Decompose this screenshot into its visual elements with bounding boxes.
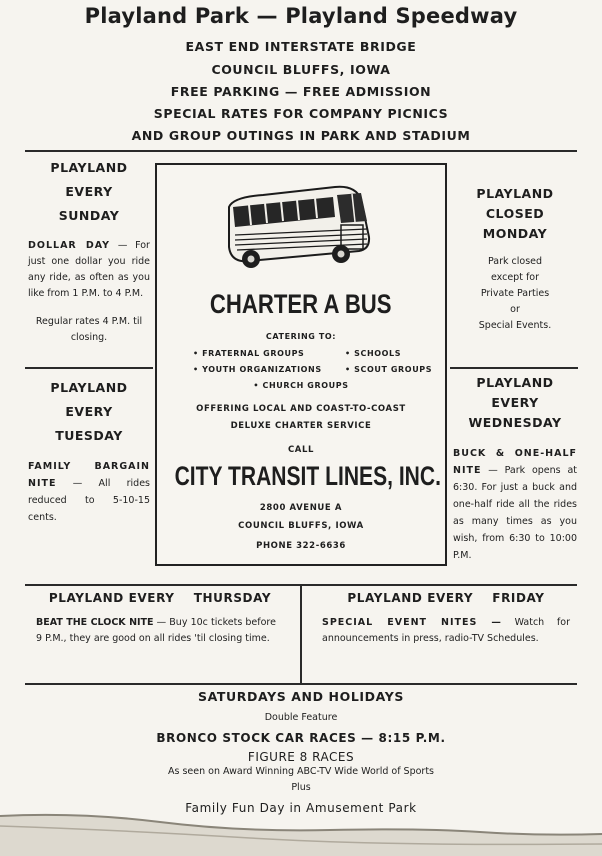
monday-body-4: or (510, 304, 520, 315)
charter-bus-ad (155, 163, 447, 566)
monday-body-5: Special Events. (478, 320, 552, 331)
monday-body-1: Park closed (487, 256, 543, 267)
thursday-panel (36, 591, 276, 647)
weekend-races: BRONCO STOCK CAR RACES — 8:15 P.M. (156, 731, 446, 745)
ad-offer-2: DELUXE CHARTER SERVICE (230, 421, 372, 431)
friday-lead: SPECIAL EVENT NITES — (322, 617, 502, 628)
wednesday-title-2: WEDNESDAY (468, 415, 562, 430)
tuesday-description (28, 458, 150, 526)
wednesday-lead: BUCK & ONE-HALF NITE (453, 448, 577, 476)
thursday-lead: BEAT THE CLOCK NITE (36, 617, 154, 628)
header-line-4: SPECIAL RATES FOR COMPANY PICNICS (153, 106, 449, 121)
weekend-figure8: FIGURE 8 RACES (247, 750, 355, 764)
sunday-note: Regular rates 4 P.M. til closing. (35, 316, 143, 343)
ad-offer-1: OFFERING LOCAL AND COAST-TO-COAST (196, 404, 406, 414)
ad-group-schools: • SCHOOLS (345, 349, 402, 358)
weekend-title: SATURDAYS AND HOLIDAYS (198, 689, 404, 704)
wednesday-title-1: PLAYLAND EVERY (476, 375, 554, 410)
friday-panel (322, 591, 570, 647)
ad-catering: CATERING TO: (265, 332, 337, 341)
thursday-body: — Buy 10c tickets before 9 P.M., they are good on all rides 'til closing time. (36, 617, 276, 644)
ad-group-youth: • YOUTH ORGANIZATIONS (193, 365, 322, 374)
weekend-feature: Double Feature (264, 712, 338, 723)
ad-headline: CHARTER A BUS (210, 289, 392, 319)
weekend-funday: Family Fun Day in Amusement Park (185, 801, 417, 815)
sunday-panel (28, 156, 150, 346)
sunday-body: — For just one dollar you ride any ride, as often as you like from 1 P.M. to 4 P.M. (28, 240, 150, 299)
thursday-description (36, 615, 276, 647)
ad-company-wrap (137, 461, 465, 492)
page-title: Playland Park — Playland Speedway (84, 4, 518, 28)
weekend-plus: Plus (291, 782, 311, 793)
header-divider (25, 150, 577, 152)
ad-group-fraternal: • FRATERNAL GROUPS (193, 349, 305, 358)
torn-edge (0, 808, 602, 856)
wednesday-panel (453, 373, 577, 564)
header-line-3: FREE PARKING — FREE ADMISSION (170, 84, 432, 99)
left-divider (25, 367, 153, 369)
monday-title-1: PLAYLAND (476, 186, 554, 201)
sunday-lead: DOLLAR DAY (28, 240, 111, 251)
weekend-seen: As seen on Award Winning ABC-TV Wide World of Sports (167, 766, 435, 777)
ad-address-2: COUNCIL BLUFFS, IOWA (238, 521, 364, 531)
tuesday-panel (28, 376, 150, 526)
header-line-5: AND GROUP OUTINGS IN PARK AND STADIUM (131, 128, 471, 143)
monday-panel (452, 184, 578, 334)
ad-group-church: • CHURCH GROUPS (253, 381, 349, 390)
monday-body-3: Private Parties (480, 288, 550, 299)
tuesday-lead: FAMILY BARGAIN NITE (28, 461, 150, 489)
ad-call: CALL (287, 445, 315, 455)
friday-body: Watch for announcements in press, radio-TV Schedules. (322, 617, 570, 644)
bus-icon (223, 177, 373, 273)
tuesday-body: — All rides reduced to 5-10-15 cents. (28, 478, 150, 523)
ad-address-1: 2800 AVENUE A (259, 503, 343, 513)
monday-title-2: CLOSED (485, 206, 545, 221)
tuesday-title-2: TUESDAY (55, 428, 123, 443)
right-divider (450, 367, 578, 369)
wednesday-description (453, 445, 577, 564)
bottom-divider (25, 683, 577, 685)
header-line-2: COUNCIL BLUFFS, IOWA (211, 62, 391, 77)
ad-headline-wrap (157, 289, 445, 320)
wednesday-body: — Park opens at 6:30. For just a buck and one-half ride all the rides as many times as you wish, from 6:30 to 10:00 P.M. (453, 465, 577, 561)
ad-phone: PHONE 322-6636 (256, 541, 346, 551)
sunday-title-1: PLAYLAND EVERY (50, 160, 128, 199)
ad-group-scout: • SCOUT GROUPS (345, 365, 433, 374)
tuesday-title-1: PLAYLAND EVERY (50, 380, 128, 419)
friday-description (322, 615, 570, 647)
friday-title: PLAYLAND EVERY FRIDAY (347, 591, 545, 605)
sunday-description (28, 238, 150, 302)
sunday-title-2: SUNDAY (58, 208, 120, 223)
monday-title-3: MONDAY (482, 226, 548, 241)
thursday-title: PLAYLAND EVERY THURSDAY (48, 591, 272, 605)
monday-body-2: except for (490, 272, 540, 283)
header-line-1: EAST END INTERSTATE BRIDGE (185, 39, 417, 54)
ad-company: CITY TRANSIT LINES, INC. (174, 461, 441, 491)
bottom-vertical-divider (300, 584, 302, 684)
